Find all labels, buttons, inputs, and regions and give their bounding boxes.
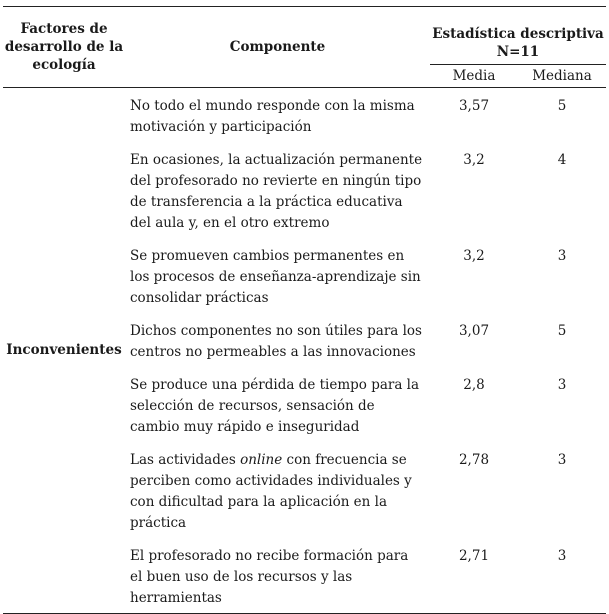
median-cell: 5 — [557, 323, 567, 339]
median-cell: 3 — [518, 540, 606, 614]
header-mean: Media — [430, 65, 518, 88]
mean-cell: 3,57 — [458, 98, 490, 114]
table-row — [3, 88, 606, 145]
component-cell: Se produce una pérdida de tiempo para la selección de recursos, sensación de cambio muy rápido e inseguridad — [130, 377, 420, 435]
header-factor: Factores de desarrollo de la ecología — [3, 7, 125, 88]
header-stats-title: Estadística descriptiva — [432, 26, 604, 42]
component-cell: Se promueven cambios permanentes en los procesos de enseñanza-aprendizaje sin consolidar prácticas — [130, 248, 421, 306]
component-cell: El profesorado no recibe formación para el buen uso de los recursos y las herramientas — [125, 540, 430, 614]
median-cell: 5 — [557, 98, 567, 114]
mean-cell: 3,2 — [463, 152, 485, 168]
header-row — [3, 7, 606, 65]
component-text-after: con frecuencia se perciben como actividades individuales y con dificultad para la aplicación en la práctica — [130, 452, 412, 531]
median-cell: 3 — [557, 452, 567, 468]
median-cell: 3 — [557, 377, 567, 393]
header-descriptive-stats — [430, 7, 606, 65]
mean-cell: 2,78 — [458, 452, 490, 468]
mean-cell: 2,71 — [430, 540, 518, 614]
component-text-before: Las actividades — [130, 452, 241, 468]
factor-cell: Inconvenientes — [3, 88, 125, 614]
header-sample-size: N=11 — [496, 44, 540, 60]
mean-cell: 3,07 — [458, 323, 490, 339]
descriptive-statistics-table — [3, 6, 606, 614]
header-median: Mediana — [518, 65, 606, 88]
component-cell: En ocasiones, la actualización permanente del profesorado no revierte en ningún tipo de transferencia a la práctica educativa del aula y, en el otro extremo — [130, 152, 423, 231]
median-cell: 4 — [557, 152, 567, 168]
header-component: Componente — [125, 7, 430, 88]
component-cell: No todo el mundo responde con la misma motivación y participación — [130, 98, 415, 135]
median-cell: 3 — [557, 248, 567, 264]
component-text-italic: online — [240, 452, 283, 468]
mean-cell: 2,8 — [463, 377, 485, 393]
component-cell: Dichos componentes no son útiles para los centros no permeables a las innovaciones — [130, 323, 422, 360]
mean-cell: 3,2 — [463, 248, 485, 264]
component-cell — [125, 444, 430, 540]
